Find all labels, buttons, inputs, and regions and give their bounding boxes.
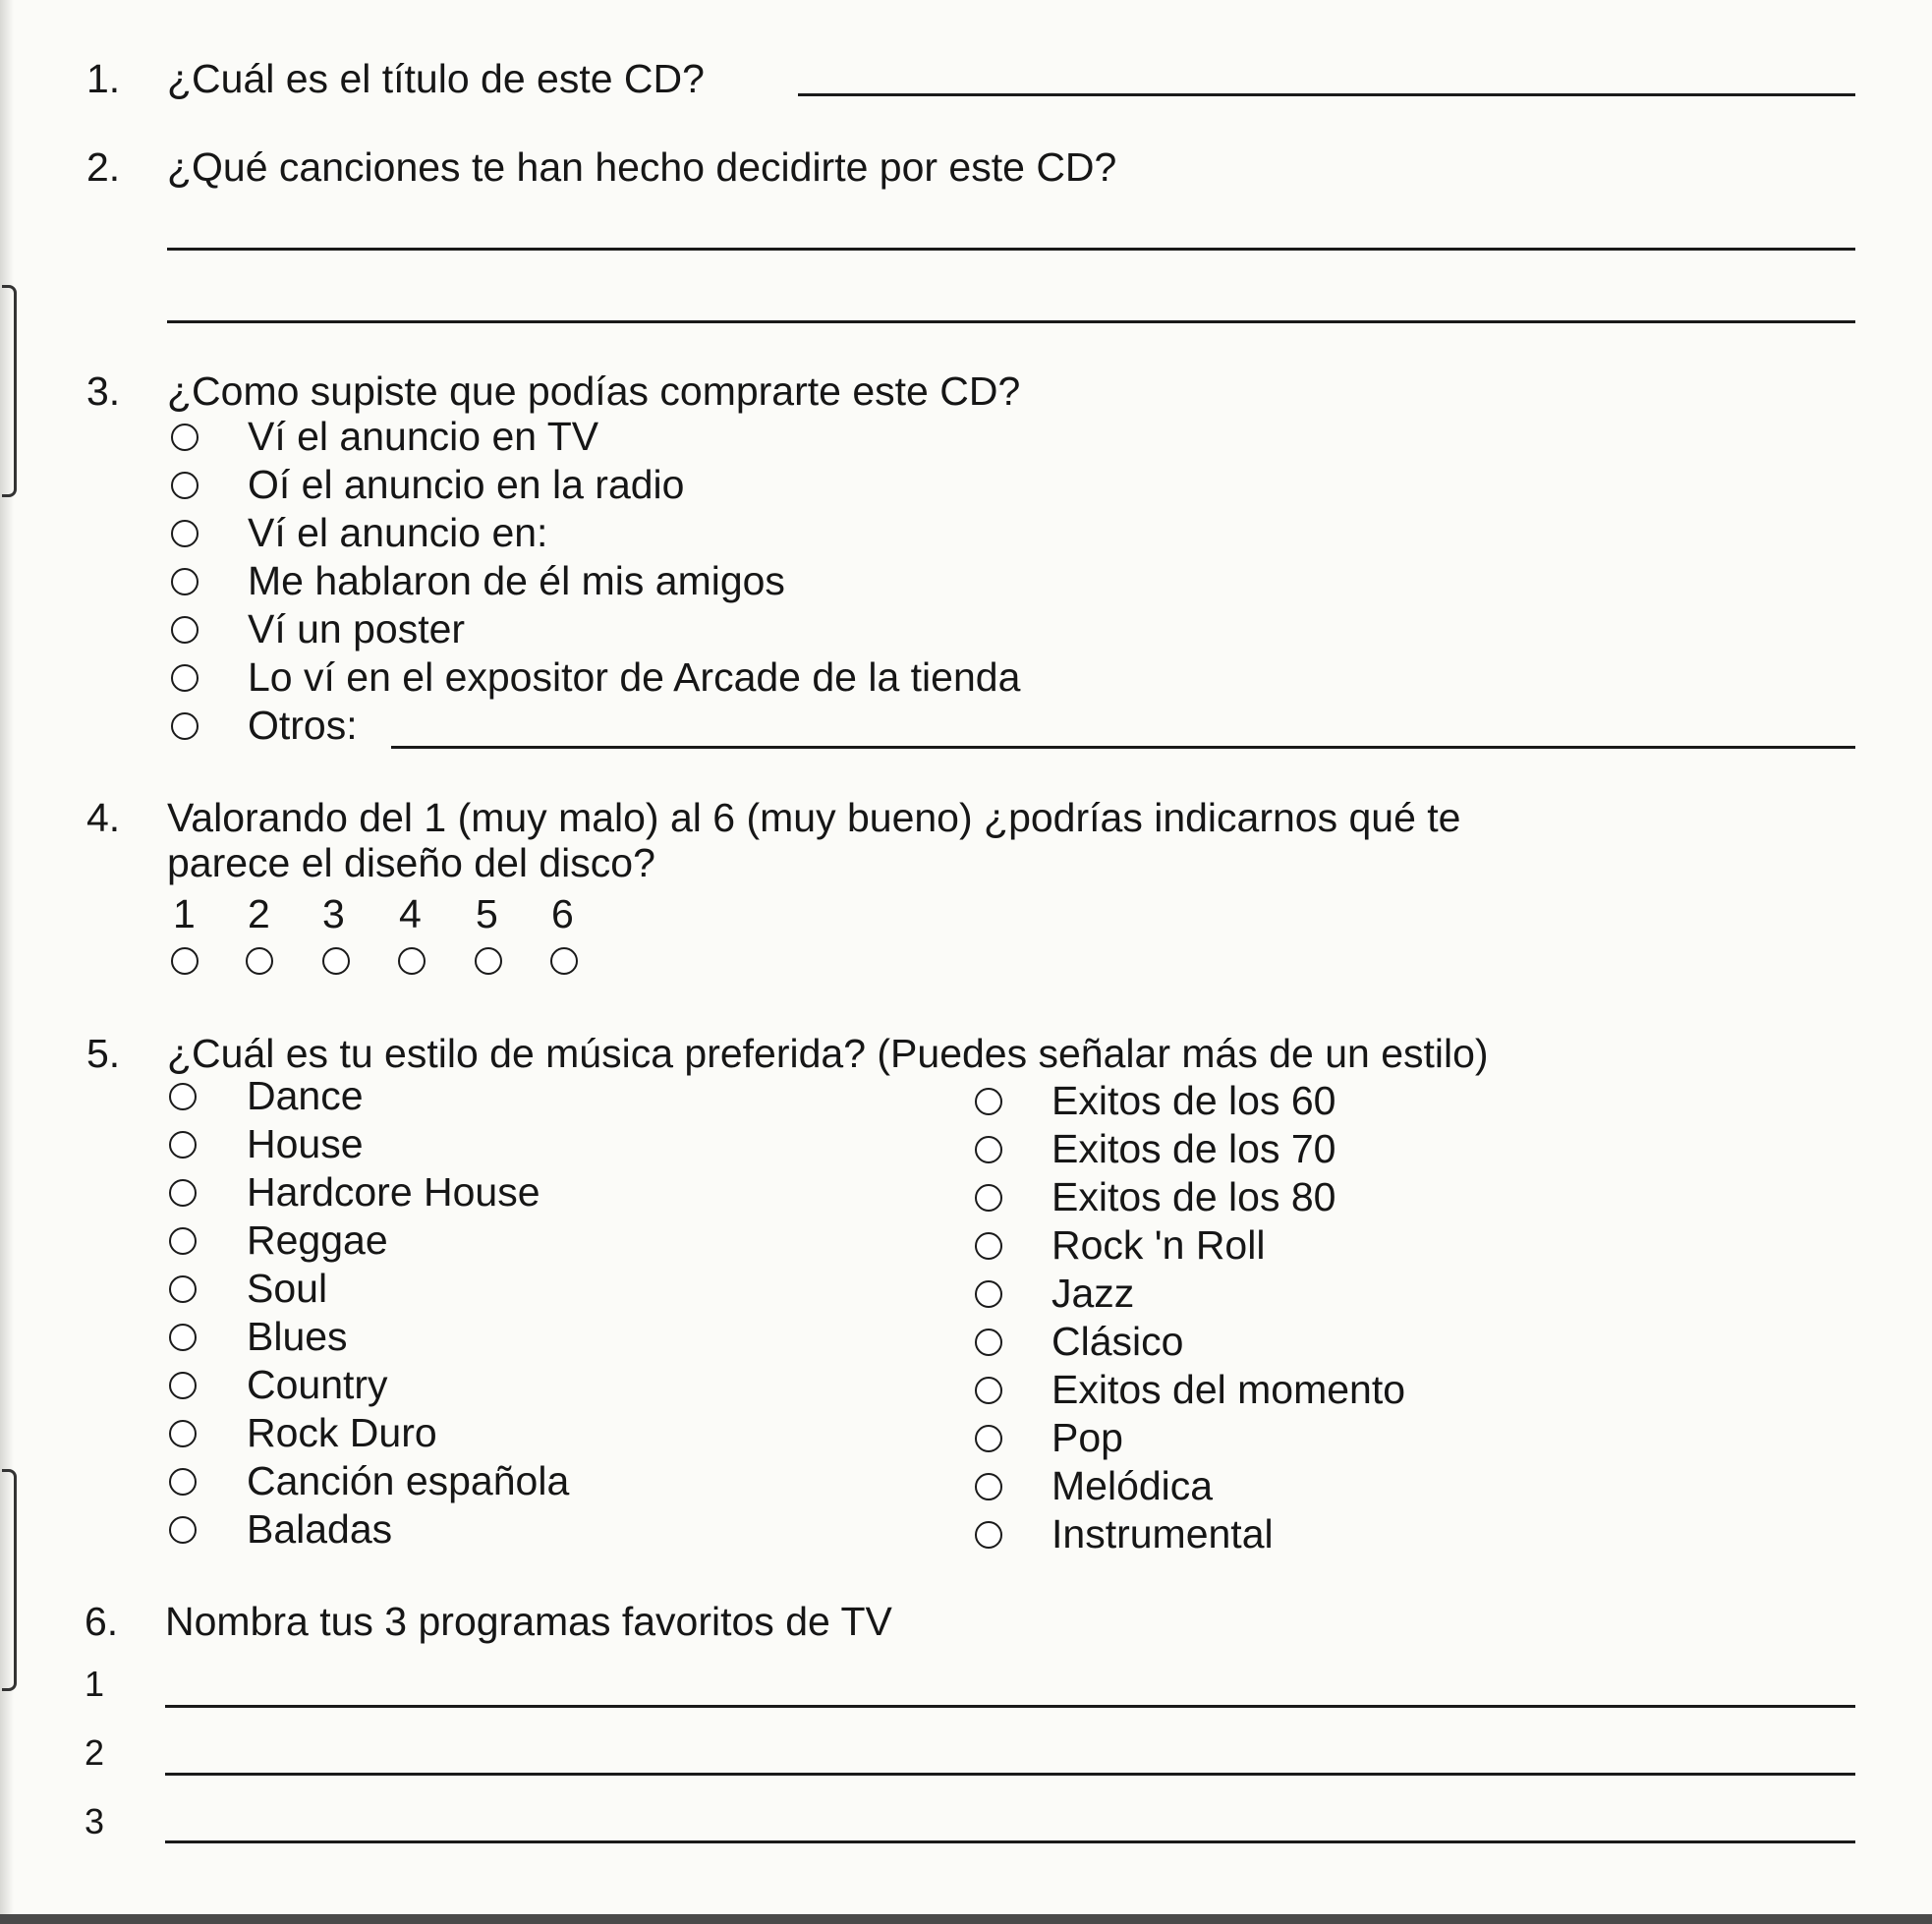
radio-circle[interactable]	[975, 1377, 1002, 1404]
staple-top	[2, 285, 17, 497]
radio-circle[interactable]	[169, 1468, 197, 1496]
style-label: Exitos de los 80	[1051, 1174, 1336, 1219]
q5-text: ¿Cuál es tu estilo de música preferida? (Puedes señalar más de un estilo)	[167, 1031, 1489, 1076]
radio-circle[interactable]	[169, 1083, 197, 1110]
radio-circle[interactable]	[171, 712, 199, 740]
q4-text-line-1: Valorando del 1 (muy malo) al 6 (muy bueno) ¿podrías indicarnos qué te	[167, 795, 1461, 840]
rating-radio-3[interactable]	[322, 947, 350, 975]
tv-answer-line-1[interactable]	[165, 1705, 1855, 1708]
q2-answer-line-1[interactable]	[167, 248, 1855, 251]
q3-option-label: Lo ví en el expositor de Arcade de la tienda	[248, 654, 1021, 700]
style-label: Dance	[247, 1073, 364, 1118]
rating-radio-1[interactable]	[171, 947, 199, 975]
q3-option-label: Ví el anuncio en:	[248, 510, 548, 555]
style-label: Baladas	[247, 1506, 393, 1552]
style-label: Melódica	[1051, 1463, 1214, 1508]
radio-circle[interactable]	[169, 1372, 197, 1399]
style-label: Rock 'n Roll	[1051, 1222, 1266, 1268]
scale-label: 6	[551, 891, 574, 936]
rating-radio-5[interactable]	[475, 947, 502, 975]
rating-radio-6[interactable]	[550, 947, 578, 975]
q5-number: 5.	[86, 1031, 121, 1076]
style-label: Soul	[247, 1266, 328, 1311]
q6-text: Nombra tus 3 programas favoritos de TV	[165, 1599, 892, 1644]
style-label: Instrumental	[1051, 1511, 1274, 1556]
radio-circle[interactable]	[171, 664, 199, 692]
q3-number: 3.	[86, 368, 121, 414]
radio-circle[interactable]	[975, 1088, 1002, 1115]
tv-answer-line-2[interactable]	[165, 1773, 1855, 1776]
scan-bottom-edge	[0, 1914, 1932, 1924]
scale-label: 5	[476, 891, 498, 936]
q2-text: ¿Qué canciones te han hecho decidirte por este CD?	[167, 144, 1117, 190]
style-label: Blues	[247, 1314, 348, 1359]
style-label: Reggae	[247, 1217, 388, 1263]
radio-circle[interactable]	[975, 1425, 1002, 1452]
q3-option-label: Ví el anuncio en TV	[248, 414, 599, 459]
tv-slot-number: 2	[85, 1732, 105, 1773]
tv-answer-line-3[interactable]	[165, 1840, 1855, 1843]
staple-bottom	[2, 1469, 17, 1691]
q1-number: 1.	[86, 56, 121, 101]
radio-circle[interactable]	[975, 1473, 1002, 1500]
scale-label: 1	[173, 891, 196, 936]
style-label: Rock Duro	[247, 1410, 437, 1455]
radio-circle[interactable]	[171, 472, 199, 499]
rating-radio-2[interactable]	[246, 947, 273, 975]
q3-option-label: Otros:	[248, 703, 358, 748]
q3-option-label: Oí el anuncio en la radio	[248, 462, 685, 507]
radio-circle[interactable]	[171, 424, 199, 451]
q2-answer-line-2[interactable]	[167, 320, 1855, 323]
style-label: Pop	[1051, 1415, 1123, 1460]
scale-label: 2	[248, 891, 270, 936]
q1-answer-line[interactable]	[798, 93, 1855, 96]
style-label: Hardcore House	[247, 1169, 540, 1215]
style-label: House	[247, 1121, 364, 1166]
style-label: Country	[247, 1362, 388, 1407]
radio-circle[interactable]	[171, 616, 199, 644]
radio-circle[interactable]	[169, 1227, 197, 1255]
radio-circle[interactable]	[169, 1420, 197, 1447]
rating-radio-4[interactable]	[398, 947, 426, 975]
style-label: Exitos del momento	[1051, 1367, 1406, 1412]
style-label: Canción española	[247, 1458, 570, 1503]
scale-label: 4	[399, 891, 422, 936]
style-label: Exitos de los 70	[1051, 1126, 1336, 1171]
radio-circle[interactable]	[169, 1179, 197, 1207]
radio-circle[interactable]	[171, 568, 199, 595]
q4-text-line-2: parece el diseño del disco?	[167, 840, 655, 885]
tv-slot-number: 3	[85, 1801, 105, 1841]
radio-circle[interactable]	[975, 1136, 1002, 1163]
radio-circle[interactable]	[169, 1131, 197, 1159]
radio-circle[interactable]	[975, 1521, 1002, 1549]
q3-option-label: Me hablaron de él mis amigos	[248, 558, 785, 603]
style-label: Clásico	[1051, 1319, 1184, 1364]
style-label: Exitos de los 60	[1051, 1078, 1336, 1123]
scale-label: 3	[322, 891, 345, 936]
q3-other-line[interactable]	[391, 746, 1855, 749]
tv-slot-number: 1	[85, 1664, 105, 1704]
q3-text: ¿Como supiste que podías comprarte este CD?	[167, 368, 1021, 414]
radio-circle[interactable]	[975, 1232, 1002, 1260]
style-label: Jazz	[1051, 1271, 1135, 1316]
radio-circle[interactable]	[169, 1516, 197, 1544]
radio-circle[interactable]	[975, 1280, 1002, 1308]
q4-number: 4.	[86, 795, 121, 840]
q3-option-label: Ví un poster	[248, 606, 466, 651]
radio-circle[interactable]	[975, 1184, 1002, 1212]
radio-circle[interactable]	[169, 1275, 197, 1303]
q2-number: 2.	[86, 144, 121, 190]
radio-circle[interactable]	[975, 1329, 1002, 1356]
q1-text: ¿Cuál es el título de este CD?	[167, 56, 705, 101]
q6-number: 6.	[85, 1599, 119, 1644]
radio-circle[interactable]	[169, 1324, 197, 1351]
radio-circle[interactable]	[171, 520, 199, 547]
